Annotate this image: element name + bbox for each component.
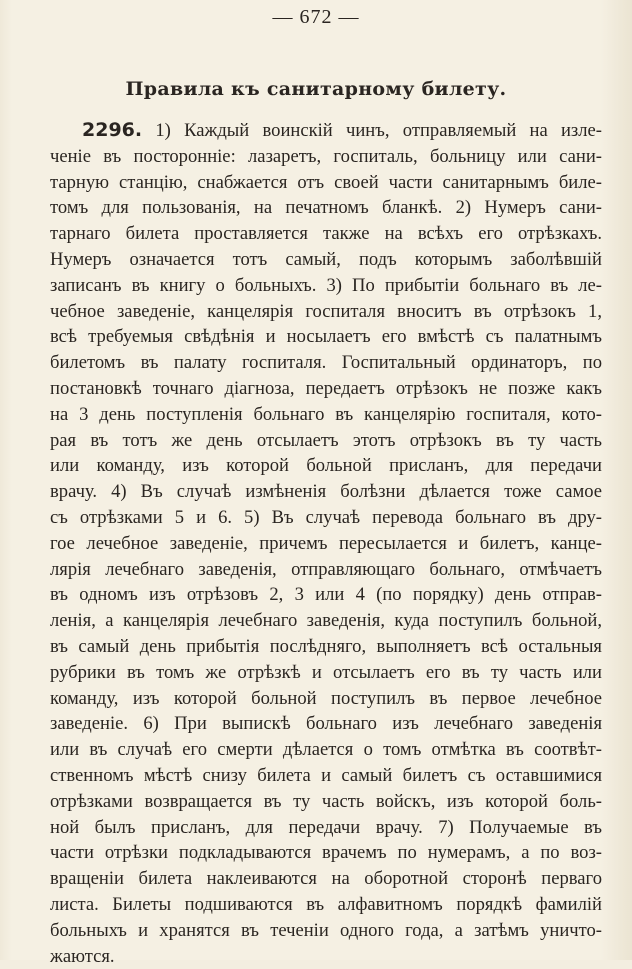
- text-line: больныхъ и хранятся въ теченіи одного года, а затѣмъ уничто-: [50, 918, 602, 944]
- text-line: въ одномъ изъ отрѣзовъ 2, 3 или 4 (по порядку) день отправ-: [50, 582, 602, 608]
- text-line: или въ случаѣ его смерти дѣлается о томъ отмѣтка въ соотвѣт-: [50, 737, 602, 763]
- text-line: въ самый день прибытія послѣдняго, выполняетъ всѣ остальныя: [50, 634, 602, 660]
- text-line: рубрики въ томъ же отрѣзкѣ и отсылаетъ его въ ту часть или: [50, 660, 602, 686]
- text-line: вращеніи билета наклеиваются на оборотной сторонѣ перваго: [50, 866, 602, 892]
- text-line: рая въ тотъ же день отсылаетъ этотъ отрѣзокъ въ ту часть: [50, 428, 602, 454]
- page-number: — 672 —: [0, 6, 632, 29]
- text-line: на 3 день поступленія больнаго въ канцелярію госпиталя, кото-: [50, 402, 602, 428]
- text-line: тарнаго билета проставляется также на всѣхъ его отрѣзкахъ.: [50, 221, 602, 247]
- text-line: врачу. 4) Въ случаѣ измѣненія болѣзни дѣлается тоже самое: [50, 479, 602, 505]
- text-line: жаются.: [50, 944, 602, 969]
- text-line: [50, 118, 602, 144]
- text-line: ченіе въ посторонніе: лазаретъ, госпиталь, больницу или сани-: [50, 144, 602, 170]
- text-line: ной былъ присланъ, для передачи врачу. 7) Получаемые въ: [50, 815, 602, 841]
- text-line: билетомъ въ палату госпиталя. Госпитальный ординаторъ, по: [50, 350, 602, 376]
- text-line: ленія, а канцелярія лечебнаго заведенія, куда поступилъ больной,: [50, 608, 602, 634]
- text-line: отрѣзками возвращается въ ту часть войскъ, изъ которой боль-: [50, 789, 602, 815]
- article-2296: [50, 118, 602, 969]
- article-first-line-text: 1) Каждый воинскій чинъ, отправляемый на изле-: [142, 120, 602, 141]
- text-line: части отрѣзки подкладываются врачемъ по нумерамъ, а по воз-: [50, 840, 602, 866]
- section-title: Правила къ санитарному билету.: [0, 78, 632, 100]
- text-line: съ отрѣзками 5 и 6. 5) Въ случаѣ перевода больнаго въ дру-: [50, 505, 602, 531]
- text-line: постановкѣ точнаго діагноза, передаетъ отрѣзокъ не позже какъ: [50, 376, 602, 402]
- text-line: лярія лечебнаго заведенія, отправляющаго больнаго, отмѣчаетъ: [50, 557, 602, 583]
- text-line: заведеніе. 6) При выпискѣ больнаго изъ лечебнаго заведенія: [50, 711, 602, 737]
- text-line: записанъ въ книгу о больныхъ. 3) По прибытіи больнаго въ ле-: [50, 273, 602, 299]
- article-body: [50, 144, 602, 969]
- text-line: тарную станцію, снабжается отъ своей части санитарнымъ биле-: [50, 170, 602, 196]
- text-line: томъ для пользованія, на печатномъ бланкѣ. 2) Нумеръ сани-: [50, 195, 602, 221]
- text-line: ственномъ мѣстѣ снизу билета и самый билетъ съ оставшимися: [50, 763, 602, 789]
- article-number: 2296.: [82, 119, 142, 141]
- text-line: или команду, изъ которой больной присланъ, для передачи: [50, 453, 602, 479]
- text-line: чебное заведеніе, канцелярія госпиталя вноситъ въ отрѣзокъ 1,: [50, 299, 602, 325]
- text-line: Нумеръ означается тотъ самый, подъ которымъ заболѣвшій: [50, 247, 602, 273]
- text-line: команду, изъ которой больной поступилъ въ первое лечебное: [50, 686, 602, 712]
- text-line: листа. Билеты подшиваются въ алфавитномъ порядкѣ фамилій: [50, 892, 602, 918]
- text-line: гое лечебное заведеніе, причемъ пересылается и билетъ, канце-: [50, 531, 602, 557]
- text-line: всѣ требуемыя свѣдѣнія и носылаетъ его вмѣстѣ съ палатнымъ: [50, 324, 602, 350]
